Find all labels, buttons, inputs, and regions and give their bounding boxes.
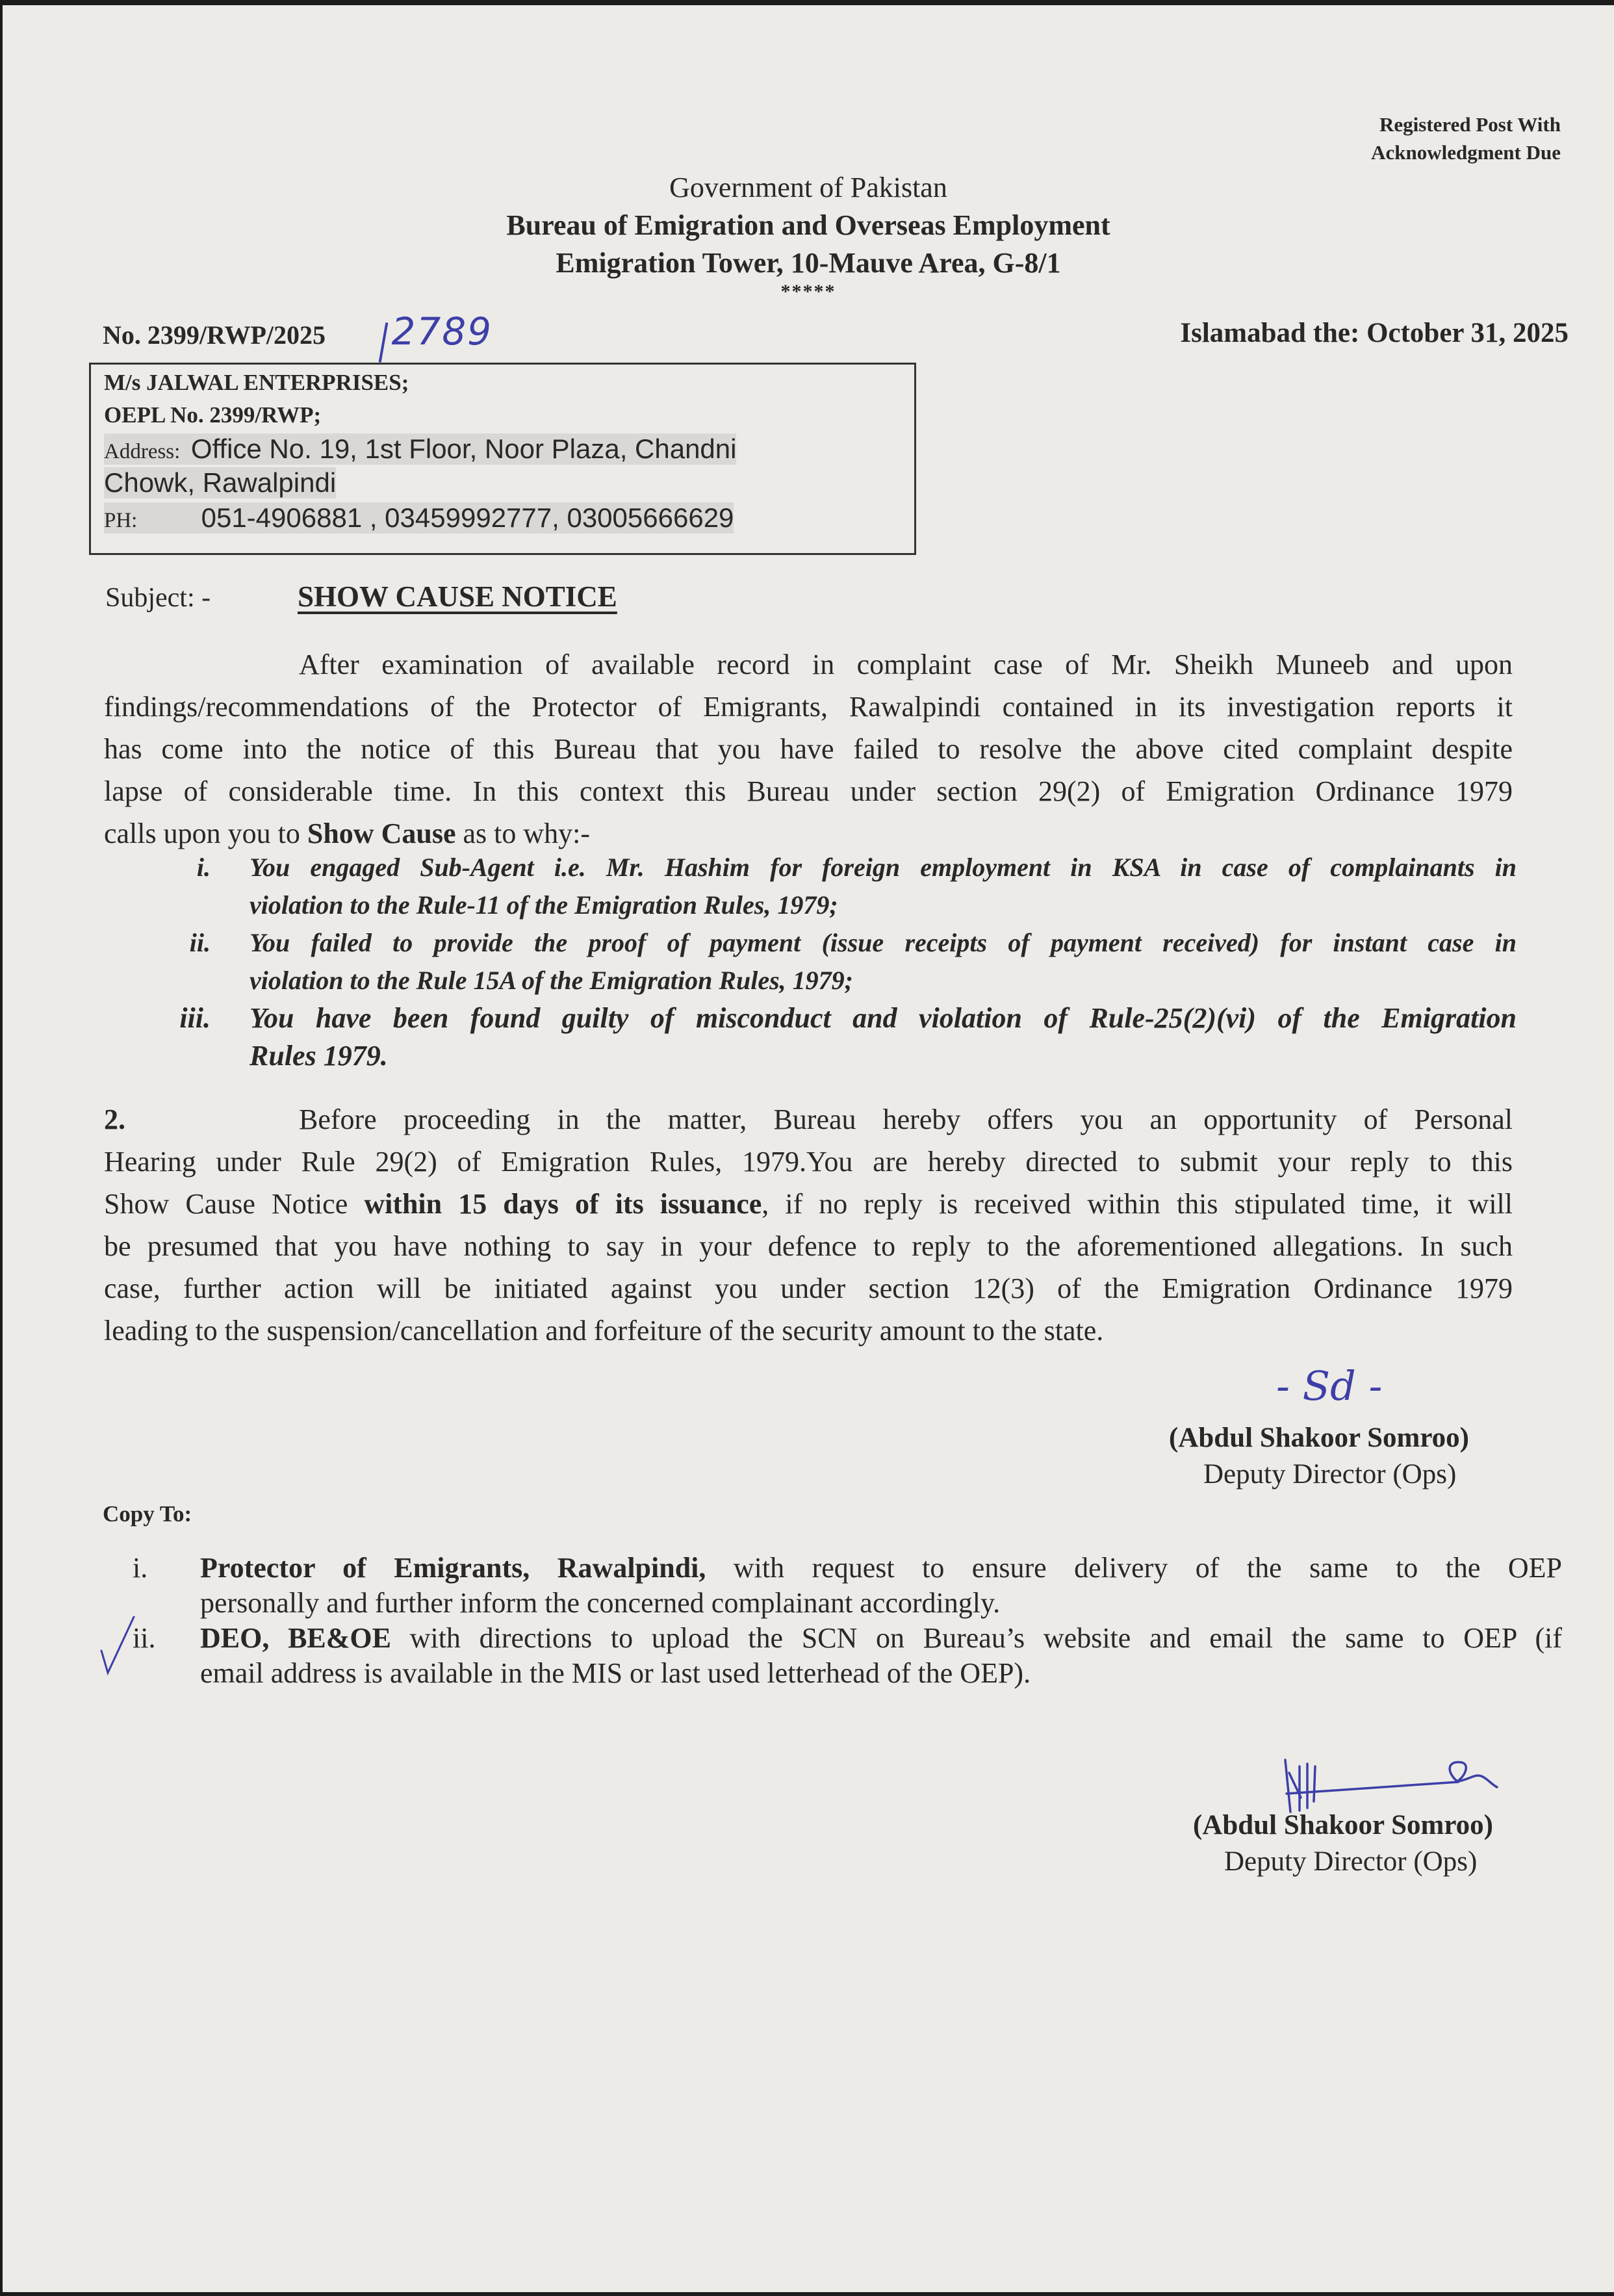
copy-to-item bbox=[133, 1621, 1562, 1691]
signatory-title-copy: Deputy Director (Ops) bbox=[1224, 1846, 1478, 1877]
violation-number: i. bbox=[196, 853, 211, 882]
date-line: Islamabad the: October 31, 2025 bbox=[1180, 318, 1569, 348]
violation-item bbox=[159, 849, 1517, 924]
letterhead-government: Government of Pakistan bbox=[669, 172, 947, 203]
paragraph-1-line: lapse of considerable time. In this context this Bureau under section 29(2) of Emigration Ordinance 1979 bbox=[104, 775, 1513, 807]
address-label: Address: bbox=[104, 440, 181, 463]
deadline-emphasis: within 15 days of its issuance bbox=[364, 1188, 762, 1220]
copy-to-line bbox=[200, 1551, 1562, 1586]
violation-text-line: Rules 1979. bbox=[250, 1040, 388, 1072]
registered-post-line1: Registered Post With bbox=[1379, 113, 1561, 136]
copy-to-number: ii. bbox=[133, 1622, 156, 1654]
addressee-name: M/s JALWAL ENTERPRISES; bbox=[104, 370, 409, 395]
copy-to-line bbox=[200, 1621, 1562, 1656]
handwritten-sd-mark: - Sd - bbox=[1276, 1362, 1383, 1410]
text: calls upon you to bbox=[104, 818, 307, 849]
addressee-address-line2: Chowk, Rawalpindi bbox=[104, 467, 337, 498]
text: Show Cause Notice bbox=[104, 1188, 365, 1220]
violation-text-line: You have been found guilty of misconduct and violation of Rule-25(2)(vi) of the Emigration bbox=[250, 1002, 1517, 1034]
show-cause-emphasis: Show Cause bbox=[307, 818, 456, 849]
paragraph-1 bbox=[104, 643, 1513, 855]
text: as to why:- bbox=[455, 818, 591, 849]
text: with directions to upload the SCN on Bureau’s website and email the same to OEP (if bbox=[391, 1622, 1562, 1654]
violation-text-line: You engaged Sub-Agent i.e. Mr. Hashim for foreign employment in KSA in case of complainants in bbox=[250, 853, 1517, 882]
violations-list bbox=[159, 849, 1517, 1075]
paragraph-2 bbox=[104, 1098, 1513, 1352]
violation-text-line: violation to the Rule-11 of the Emigration Rules, 1979; bbox=[250, 890, 838, 920]
copy-to-line: personally and further inform the concerned complainant accordingly. bbox=[200, 1587, 1001, 1619]
paragraph-2-line: Before proceeding in the matter, Bureau hereby offers you an opportunity of Personal bbox=[299, 1103, 1513, 1135]
text: with request to ensure delivery of the same to the OEP bbox=[706, 1552, 1563, 1584]
handwritten-checkmark-icon bbox=[100, 1613, 139, 1678]
copy-to-recipient: DEO, BE&OE bbox=[200, 1622, 391, 1654]
letterhead bbox=[3, 169, 1614, 302]
phone-value: 051-4906881 , 03459992777, 03005666629 bbox=[201, 502, 734, 533]
paragraph-2-number: 2. bbox=[104, 1103, 125, 1135]
paragraph-2-line: Hearing under Rule 29(2) of Emigration Rules, 1979.You are hereby directed to submit your reply to this bbox=[104, 1146, 1513, 1178]
reference-number: No. 2399/RWP/2025 bbox=[103, 320, 326, 350]
copy-to-number: i. bbox=[133, 1552, 148, 1584]
violation-text-line: You failed to provide the proof of payment (issue receipts of payment received) for instant case in bbox=[250, 928, 1517, 957]
letterhead-separator: ***** bbox=[780, 281, 836, 302]
registered-post-note bbox=[1371, 110, 1561, 166]
addressee-address-line1 bbox=[104, 433, 736, 465]
letter-page bbox=[3, 5, 1614, 2292]
signatory-name-copy: (Abdul Shakoor Somroo) bbox=[1193, 1810, 1493, 1840]
paragraph-1-line: findings/recommendations of the Protector of Emigrants, Rawalpindi contained in its investigation reports it bbox=[104, 691, 1513, 723]
copy-to-list bbox=[133, 1551, 1562, 1691]
signatory-name: (Abdul Shakoor Somroo) bbox=[1169, 1423, 1469, 1453]
signatory-title: Deputy Director (Ops) bbox=[1203, 1459, 1457, 1490]
paragraph-2-line: be presumed that you have nothing to say in your defence to reply to the aforementioned allegations. In such bbox=[104, 1230, 1513, 1262]
addressee-oepl: OEPL No. 2399/RWP; bbox=[104, 402, 322, 428]
letterhead-address: Emigration Tower, 10-Mauve Area, G-8/1 bbox=[556, 247, 1061, 279]
paragraph-1-line: After examination of available record in complaint case of Mr. Sheikh Muneeb and upon bbox=[299, 649, 1513, 680]
violation-item bbox=[159, 1000, 1517, 1075]
copy-to-label: Copy To: bbox=[103, 1501, 192, 1527]
subject-label: Subject: - bbox=[105, 583, 211, 613]
addressee-phone bbox=[104, 502, 734, 534]
handwritten-dispatch-number bbox=[378, 309, 493, 354]
copy-to-recipient: Protector of Emigrants, Rawalpindi, bbox=[200, 1552, 706, 1584]
paragraph-2-line bbox=[104, 1183, 1513, 1225]
registered-post-line2: Acknowledgment Due bbox=[1371, 141, 1561, 164]
handwritten-dispatch-number-text: 2789 bbox=[391, 309, 493, 354]
subject-title: SHOW CAUSE NOTICE bbox=[298, 580, 617, 613]
addressee-box bbox=[89, 363, 916, 555]
paragraph-2-line: leading to the suspension/cancellation and forfeiture of the security amount to the state. bbox=[104, 1315, 1104, 1347]
violation-text-line: violation to the Rule 15A of the Emigration Rules, 1979; bbox=[250, 966, 854, 995]
copy-to-item bbox=[133, 1551, 1562, 1621]
violation-number: ii. bbox=[189, 928, 211, 957]
letterhead-bureau: Bureau of Emigration and Overseas Employment bbox=[506, 209, 1110, 241]
violation-item bbox=[159, 924, 1517, 1000]
address-value-line1: Office No. 19, 1st Floor, Noor Plaza, Chandni bbox=[190, 433, 737, 464]
violation-number: iii. bbox=[179, 1002, 211, 1034]
copy-to-line: email address is available in the MIS or last used letterhead of the OEP). bbox=[200, 1657, 1031, 1689]
paragraph-1-line: has come into the notice of this Bureau that you have failed to resolve the above cited complaint despite bbox=[104, 733, 1513, 765]
phone-label: PH: bbox=[104, 509, 138, 532]
paragraph-2-line: case, further action will be initiated against you under section 12(3) of the Emigration Ordinance 1979 bbox=[104, 1272, 1513, 1304]
text: , if no reply is received within this stipulated time, it will bbox=[762, 1188, 1513, 1220]
